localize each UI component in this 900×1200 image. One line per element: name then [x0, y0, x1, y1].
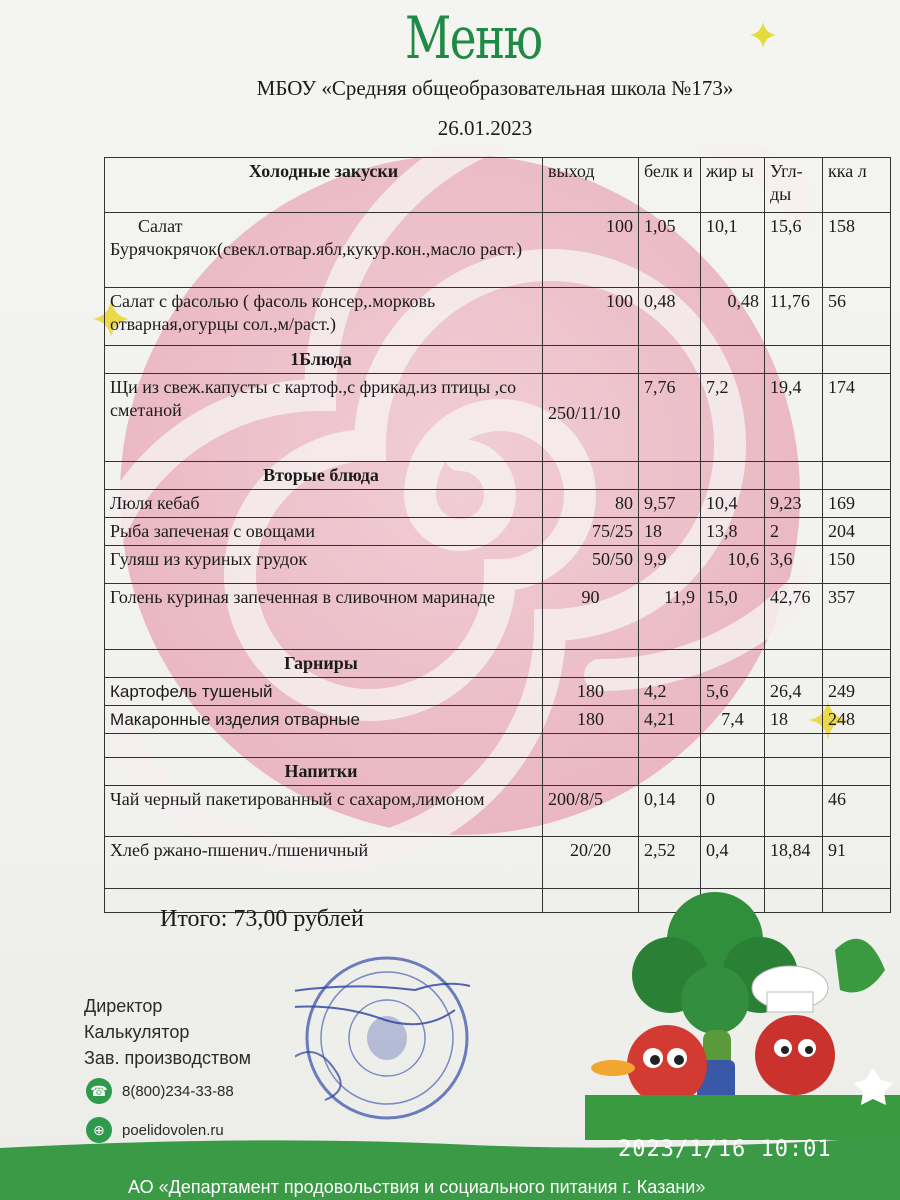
dish-output: 100 — [543, 288, 639, 346]
table-row — [105, 706, 891, 734]
dish-kcal: 158 — [823, 213, 891, 288]
dish-name: Картофель тушеный — [105, 678, 543, 706]
table-row — [105, 546, 891, 584]
dish-carbs: 26,4 — [765, 678, 823, 706]
section-row — [105, 758, 891, 786]
round-seal-stamp — [295, 950, 475, 1125]
dish-output: 80 — [543, 490, 639, 518]
section-row — [105, 462, 891, 490]
table-row — [105, 678, 891, 706]
dish-output: 200/8/5 — [543, 786, 639, 837]
col-kcal-header: кка л — [823, 158, 891, 213]
dish-proteins: 9,9 — [639, 546, 701, 584]
phone-number: 8(800)234-33-88 — [122, 1082, 234, 1100]
dish-proteins: 9,57 — [639, 490, 701, 518]
dish-kcal: 46 — [823, 786, 891, 837]
menu-date: 26.01.2023 — [437, 116, 533, 140]
dish-kcal: 357 — [823, 584, 891, 650]
table-row — [105, 786, 891, 837]
col-proteins-header: белк и — [639, 158, 701, 213]
section-drinks-header: Напитки — [105, 758, 543, 786]
table-row — [105, 518, 891, 546]
dish-kcal: 150 — [823, 546, 891, 584]
dish-output: 20/20 — [543, 837, 639, 889]
dish-output: 180 — [543, 678, 639, 706]
dish-fats: 7,4 — [701, 706, 765, 734]
table-row — [105, 288, 891, 346]
dish-proteins: 4,2 — [639, 678, 701, 706]
dish-output: 50/50 — [543, 546, 639, 584]
col-carbs-header: Угл- ды — [765, 158, 823, 213]
signature-production: Зав. производством — [84, 1048, 251, 1068]
dish-name: Люля кебаб — [105, 490, 543, 518]
dish-name: Салат с фасолью ( фасоль консер,.морковь отварная,огурцы сол.,м/раст.) — [105, 288, 543, 346]
dish-output: 90 — [543, 584, 639, 650]
dish-carbs: 9,23 — [765, 490, 823, 518]
dish-proteins: 11,9 — [639, 584, 701, 650]
table-header-row — [105, 158, 891, 213]
website: poelidovolen.ru — [122, 1121, 224, 1139]
dish-fats: 13,8 — [701, 518, 765, 546]
dish-name: Макаронные изделия отварные — [105, 706, 543, 734]
dish-kcal: 249 — [823, 678, 891, 706]
photo-timestamp: 2023/1/16 10:01 — [618, 1137, 832, 1162]
dish-name: Гуляш из куриных грудок — [105, 546, 543, 584]
dish-kcal: 169 — [823, 490, 891, 518]
dish-fats: 5,6 — [701, 678, 765, 706]
dish-name: Щи из свеж.капусты с картоф.,с фрикад.из птицы ,со сметаной — [105, 374, 543, 462]
dish-proteins: 0,14 — [639, 786, 701, 837]
dish-kcal: 174 — [823, 374, 891, 462]
menu-title: Меню — [405, 4, 542, 72]
dish-carbs: 18 — [765, 706, 823, 734]
dish-carbs: 19,4 — [765, 374, 823, 462]
dish-proteins: 1,05 — [639, 213, 701, 288]
dish-name: Голень куриная запеченная в сливочном маринаде — [105, 584, 543, 650]
menu-table — [104, 157, 891, 913]
dish-fats: 0,48 — [701, 288, 765, 346]
dish-output: 250/11/10 — [543, 374, 639, 462]
table-row — [105, 374, 891, 462]
dish-fats: 10,1 — [701, 213, 765, 288]
footer-organization: АО «Департамент продовольствия и социального питания г. Казани» — [128, 1177, 706, 1197]
dish-output: 75/25 — [543, 518, 639, 546]
dish-carbs: 3,6 — [765, 546, 823, 584]
dish-carbs: 2 — [765, 518, 823, 546]
globe-icon: ⊕ — [86, 1117, 112, 1143]
section-second-header: Вторые блюда — [105, 462, 543, 490]
section-sides-header: Гарниры — [105, 650, 543, 678]
dish-output: 180 — [543, 706, 639, 734]
dish-carbs: 11,76 — [765, 288, 823, 346]
dish-carbs: 15,6 — [765, 213, 823, 288]
signature-calculator: Калькулятор — [84, 1022, 190, 1042]
dish-fats: 10,4 — [701, 490, 765, 518]
dish-kcal: 56 — [823, 288, 891, 346]
col-fats-header: жир ы — [701, 158, 765, 213]
table-row — [105, 490, 891, 518]
section-row — [105, 346, 891, 374]
dish-proteins: 18 — [639, 518, 701, 546]
contact-phone — [86, 1078, 234, 1104]
col-output-header: выход — [543, 158, 639, 213]
total-price: Итого: 73,00 рублей — [160, 906, 364, 932]
section-first-header: 1Блюда — [105, 346, 543, 374]
dish-name: Хлеб ржано-пшенич./пшеничный — [105, 837, 543, 889]
dish-proteins: 2,52 — [639, 837, 701, 889]
vegetable-mascots-illustration — [585, 880, 900, 1140]
dish-kcal: 248 — [823, 706, 891, 734]
dish-proteins: 7,76 — [639, 374, 701, 462]
table-row — [105, 584, 891, 650]
organization-name: МБОУ «Средняя общеобразовательная школа №173» — [256, 76, 734, 100]
dish-kcal: 204 — [823, 518, 891, 546]
dish-proteins: 4,21 — [639, 706, 701, 734]
dish-carbs: 42,76 — [765, 584, 823, 650]
empty-row — [105, 734, 891, 758]
dish-name: Салат Бурячокрячок(свекл.отвар.ябл,кукур.кон.,масло раст.) — [105, 213, 543, 288]
signature-director: Директор — [84, 996, 163, 1016]
dish-name: Рыба запеченая с овощами — [105, 518, 543, 546]
dish-name: Чай черный пакетированный с сахаром,лимоном — [105, 786, 543, 837]
dish-output: 100 — [543, 213, 639, 288]
dish-fats: 0 — [701, 786, 765, 837]
dish-proteins: 0,48 — [639, 288, 701, 346]
dish-carbs: 18,84 — [765, 837, 823, 889]
table-row — [105, 213, 891, 288]
dish-kcal: 91 — [823, 837, 891, 889]
dish-fats: 15,0 — [701, 584, 765, 650]
dish-fats: 7,2 — [701, 374, 765, 462]
phone-icon: ☎ — [86, 1078, 112, 1104]
star-icon — [748, 20, 778, 50]
dish-fats: 10,6 — [701, 546, 765, 584]
dish-fats: 0,4 — [701, 837, 765, 889]
dish-carbs — [765, 786, 823, 837]
section-cold-header: Холодные закуски — [105, 158, 543, 213]
section-row — [105, 650, 891, 678]
